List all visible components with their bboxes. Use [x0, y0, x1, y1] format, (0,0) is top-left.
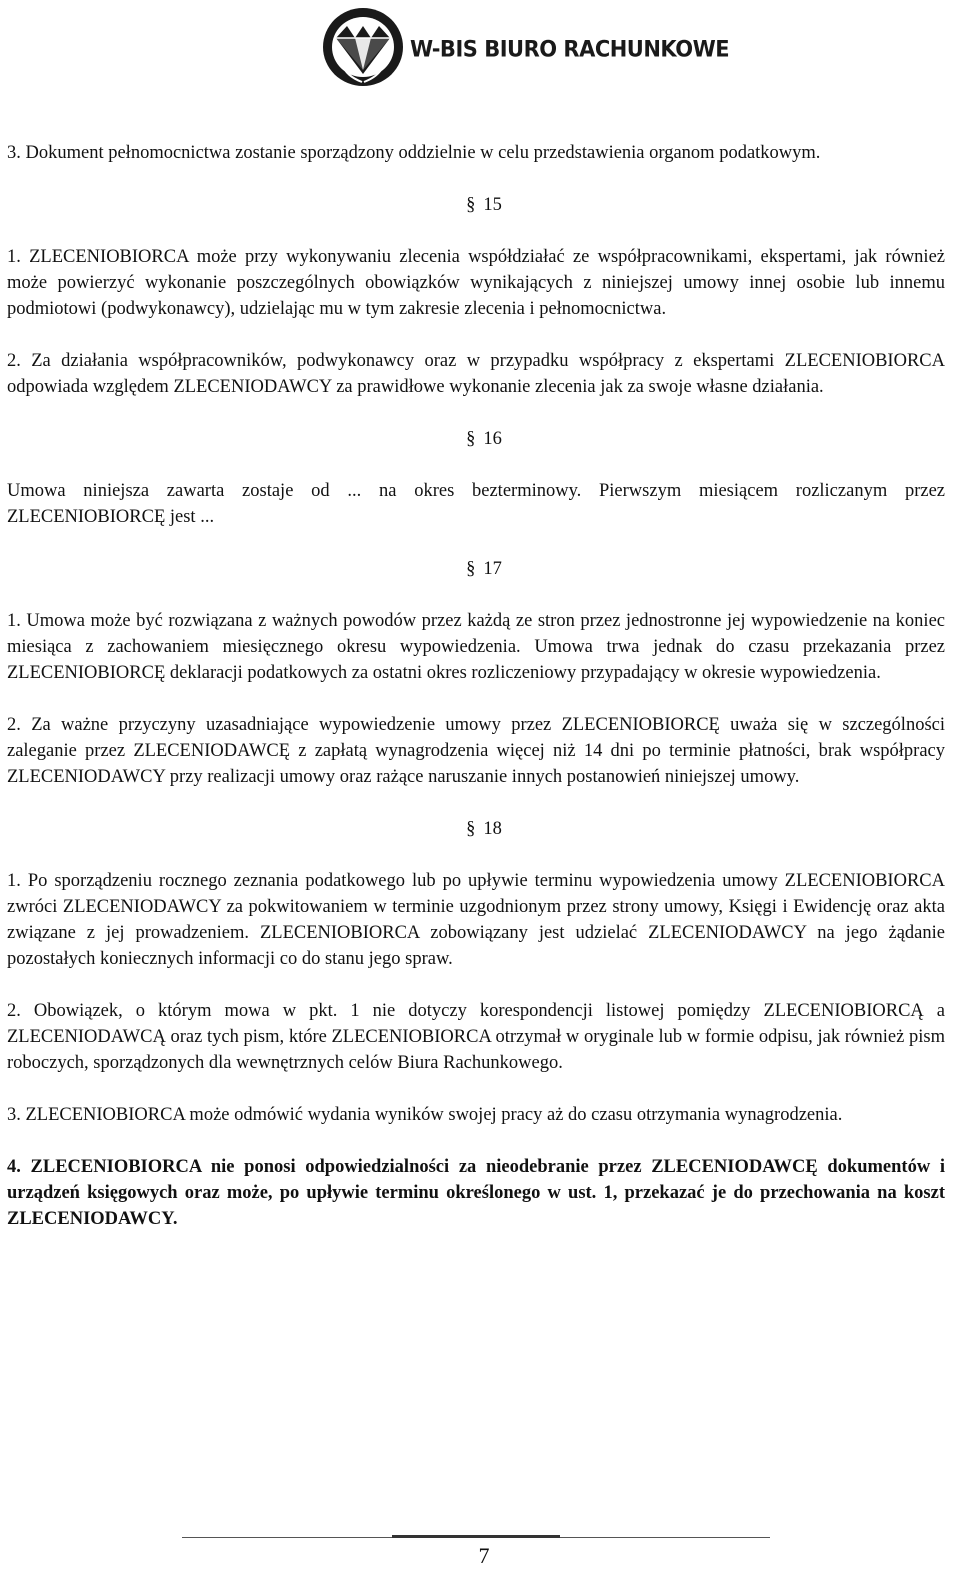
section-number: 15 — [483, 195, 502, 215]
section-sign-icon: § — [466, 429, 476, 449]
paragraph: 3. Dokument pełnomocnictwa zostanie sporządzony oddzielnie w celu przedstawienia organom podatkowym. — [7, 143, 821, 163]
section-heading — [7, 816, 945, 842]
paragraph: 4. ZLECENIOBIORCA nie ponosi odpowiedzialności za nieodebranie przez ZLECENIODAWCĘ dokumentów i urządzeń księgowych oraz może, po upływie terminu określonego w ust. 1, przekazać je do przechowania na koszt ZLECENIODAWCY. — [7, 1157, 945, 1229]
paragraph: 2. Za działania współpracowników, podwykonawcy oraz w przypadku współpracy z ekspertami ZLECENIOBIORCA odpowiada względem ZLECENIODAWCY za prawidłowe wykonanie zlecenia jak za swoje własne działania. — [7, 351, 945, 397]
section-number: 17 — [483, 559, 502, 579]
section-heading — [7, 556, 945, 582]
page-header — [0, 0, 960, 100]
paragraph: Umowa niniejsza zawarta zostaje od ... na okres bezterminowy. Pierwszym miesiącem rozliczanym przez ZLECENIOBIORCĘ jest ... — [7, 481, 945, 527]
company-logo — [322, 6, 729, 88]
section-heading — [7, 192, 945, 218]
section-sign-icon: § — [466, 195, 476, 215]
diamond-icon — [322, 6, 404, 88]
section-number: 18 — [483, 819, 502, 839]
page-number: 7 — [478, 1543, 490, 1568]
paragraph: 2. Obowiązek, o którym mowa w pkt. 1 nie dotyczy korespondencji listowej pomiędzy ZLECENIOBIORCĄ a ZLECENIODAWCĄ oraz tych pism, które ZLECENIOBIORCA otrzymał w oryginale lub w formie odpisu, jak również pism roboczych, sporządzonych dla wewnętrznych celów Biura Rachunkowego. — [7, 1001, 945, 1073]
section-heading — [7, 426, 945, 452]
paragraph: 3. ZLECENIOBIORCA może odmówić wydania wyników swojej pracy aż do czasu otrzymania wynagrodzenia. — [7, 1105, 843, 1125]
paragraph: 1. Umowa może być rozwiązana z ważnych powodów przez każdą ze stron przez jednostronne jej wypowiedzenie na koniec miesiąca z zachowaniem miesięcznego okresu wypowiedzenia. Umowa trwa jednak do czasu przekazania przez ZLECENIOBIORCĘ deklaracji podatkowych za ostatni okres rozliczeniowy przypadający w okresie wypowiedzenia. — [7, 611, 945, 683]
section-sign-icon: § — [466, 559, 476, 579]
paragraph: 1. Po sporządzeniu rocznego zeznania podatkowego lub po upływie terminu wypowiedzenia umowy ZLECENIOBIORCA zwróci ZLECENIODAWCY za pokwitowaniem w terminie uzgodnionym przez strony umowy, Księgi i Ewidencję oraz akta związane z jej prowadzeniem. ZLECENIOBIORCA zobowiązany jest udzielać ZLECENIODAWCY na jego żądanie pozostałych koniecznych informacji co do stanu jego spraw. — [7, 871, 945, 969]
footer-rule-accent — [392, 1535, 560, 1538]
paragraph: 1. ZLECENIOBIORCA może przy wykonywaniu zlecenia współdziałać ze współpracownikami, ekspertami, jak również może powierzyć wykonanie poszczególnych obowiązków wynikających z niniejszej umowy innej osobie lub innemu podmiotowi (podwykonawcy), udzielając mu w tym zakresie zlecenia i pełnomocnictwa. — [7, 247, 945, 319]
footer-divider — [182, 1535, 770, 1541]
section-sign-icon: § — [466, 819, 476, 839]
logo-text: W-BIS BIURO RACHUNKOWE — [410, 36, 730, 62]
paragraph: 2. Za ważne przyczyny uzasadniające wypowiedzenie umowy przez ZLECENIOBIORCĘ uważa się w szczególności zaleganie przez ZLECENIODAWCĘ z zapłatą wynagrodzenia więcej niż 14 dni po terminie płatności, brak współpracy ZLECENIODAWCY przy realizacji umowy oraz rażące naruszanie innych postanowień niniejszej umowy. — [7, 715, 945, 787]
document-body — [7, 140, 945, 1258]
section-number: 16 — [483, 429, 502, 449]
